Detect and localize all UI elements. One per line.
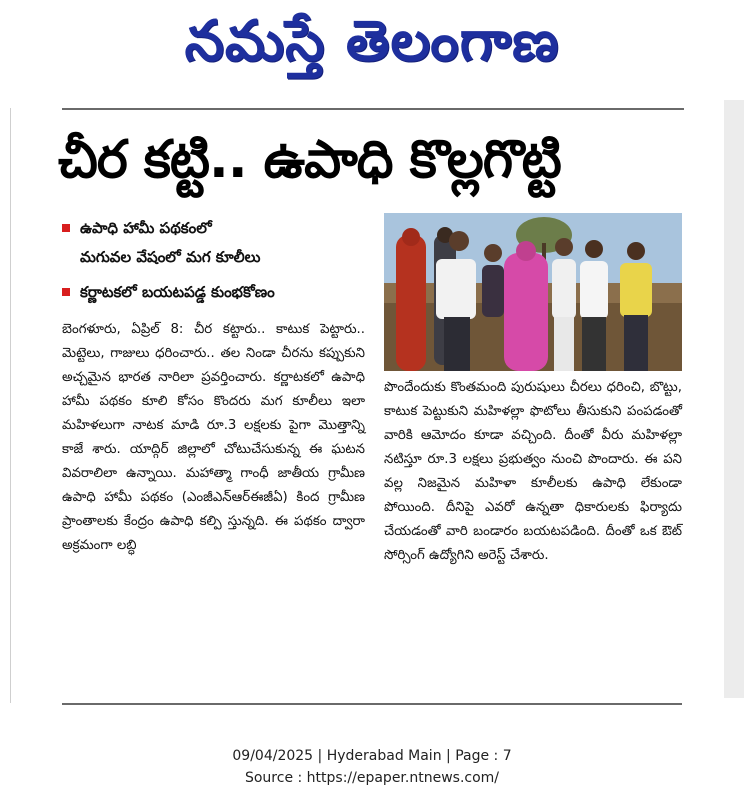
epaper-footer <box>0 745 744 789</box>
bullet-text-continued: మగువల వేషంలో మగ కూలీలు <box>80 248 261 266</box>
article-body-left-column: బెంగళూరు, ఏప్రిల్ 8: చీర కట్టారు.. కాటుక పెట్టారు.. మెట్టెలు, గాజులు ధరించారు.. తల నిండా చీరను కప్పుకుని అచ్చమైన భారత నారిలా ప్రవర్తించారు. కర్ణాటకలో ఉపాధి హామీ పథకం కూలి కోసం కొందరు మగ కూలీలు ఇలా మహిళలుగా నాటక మాడి రూ.3 లక్షలకు పైగా మొత్తాన్ని కాజే శారు. యాద్గిర్ జిల్లాలో చోటుచేసుకున్న ఈ ఘటన వివరాలిలా ఉన్నాయి. మహాత్మా గాంధీ జాతీయ గ్రామీణ ఉపాధి హామీ పథకం (ఎంజీఎన్ఆర్ఈజీఏ) కింద గ్రామీణ ప్రాంతాలకు కేంద్రం ఉపాధి కల్పి స్తున్నది. ఈ పథకం ద్వారా అక్రమంగా లబ్ధి <box>62 322 365 553</box>
group-photo-illustration <box>384 213 682 371</box>
footer-date: 09/04/2025 <box>232 748 314 764</box>
bullet-square-icon <box>62 288 70 296</box>
article-headline: చీర కట్టి.. ఉపాధి కొల్లగొట్టి <box>58 130 561 190</box>
bullet-text: కర్ణాటకలో బయటపడ్డ కుంభకోణం <box>80 283 275 301</box>
article-body-right-column: పొందేందుకు కొంతమంది పురుషులు చీరలు ధరించి, బొట్టు, కాటుక పెట్టుకుని మహిళల్లా ఫొటోలు తీసుకుని పంపడంతో వారికి ఆమోదం కూడా వచ్చింది. దీంతో వీరు మహిళల్లా నటిస్తూ రూ.3 లక్షలు ప్రభుత్వం నుంచి పొందారు. ఈ పని వల్ల నిజమైన మహిళా కూలీలకు ఉపాధి లేకుండా పోయింది. దీనిపై ఎవరో ఉన్నతా ధికారులకు ఫిర్యాదు చేయడంతో వారి బండారం బయటపడింది. దీంతో ఒక ఔట్ సోర్సింగ్ ఉద్యోగిని అరెస్ట్ చేశారు. <box>384 380 682 563</box>
subheadline-bullets <box>62 214 380 306</box>
footer-source: Source : https://epaper.ntnews.com/ <box>244 770 500 786</box>
bullet-square-icon <box>62 224 70 232</box>
bullet-text: ఉపాధి హామీ పథకంలో <box>80 219 212 237</box>
bullet-item <box>62 278 380 306</box>
footer-edition: Hyderabad Main <box>326 748 442 764</box>
left-margin-rule <box>10 108 11 703</box>
article-photo <box>384 213 682 371</box>
adjacent-page-edge <box>724 100 744 698</box>
footer-page: Page : 7 <box>455 748 512 764</box>
article-top-rule <box>62 108 684 110</box>
footer-edition-line: 09/04/2025 | Hyderabad Main | Page : 7 <box>232 748 512 764</box>
bullet-item <box>62 214 380 242</box>
masthead-title: నమస్తే తెలంగాణ <box>184 9 560 74</box>
article-bottom-rule <box>62 703 682 705</box>
